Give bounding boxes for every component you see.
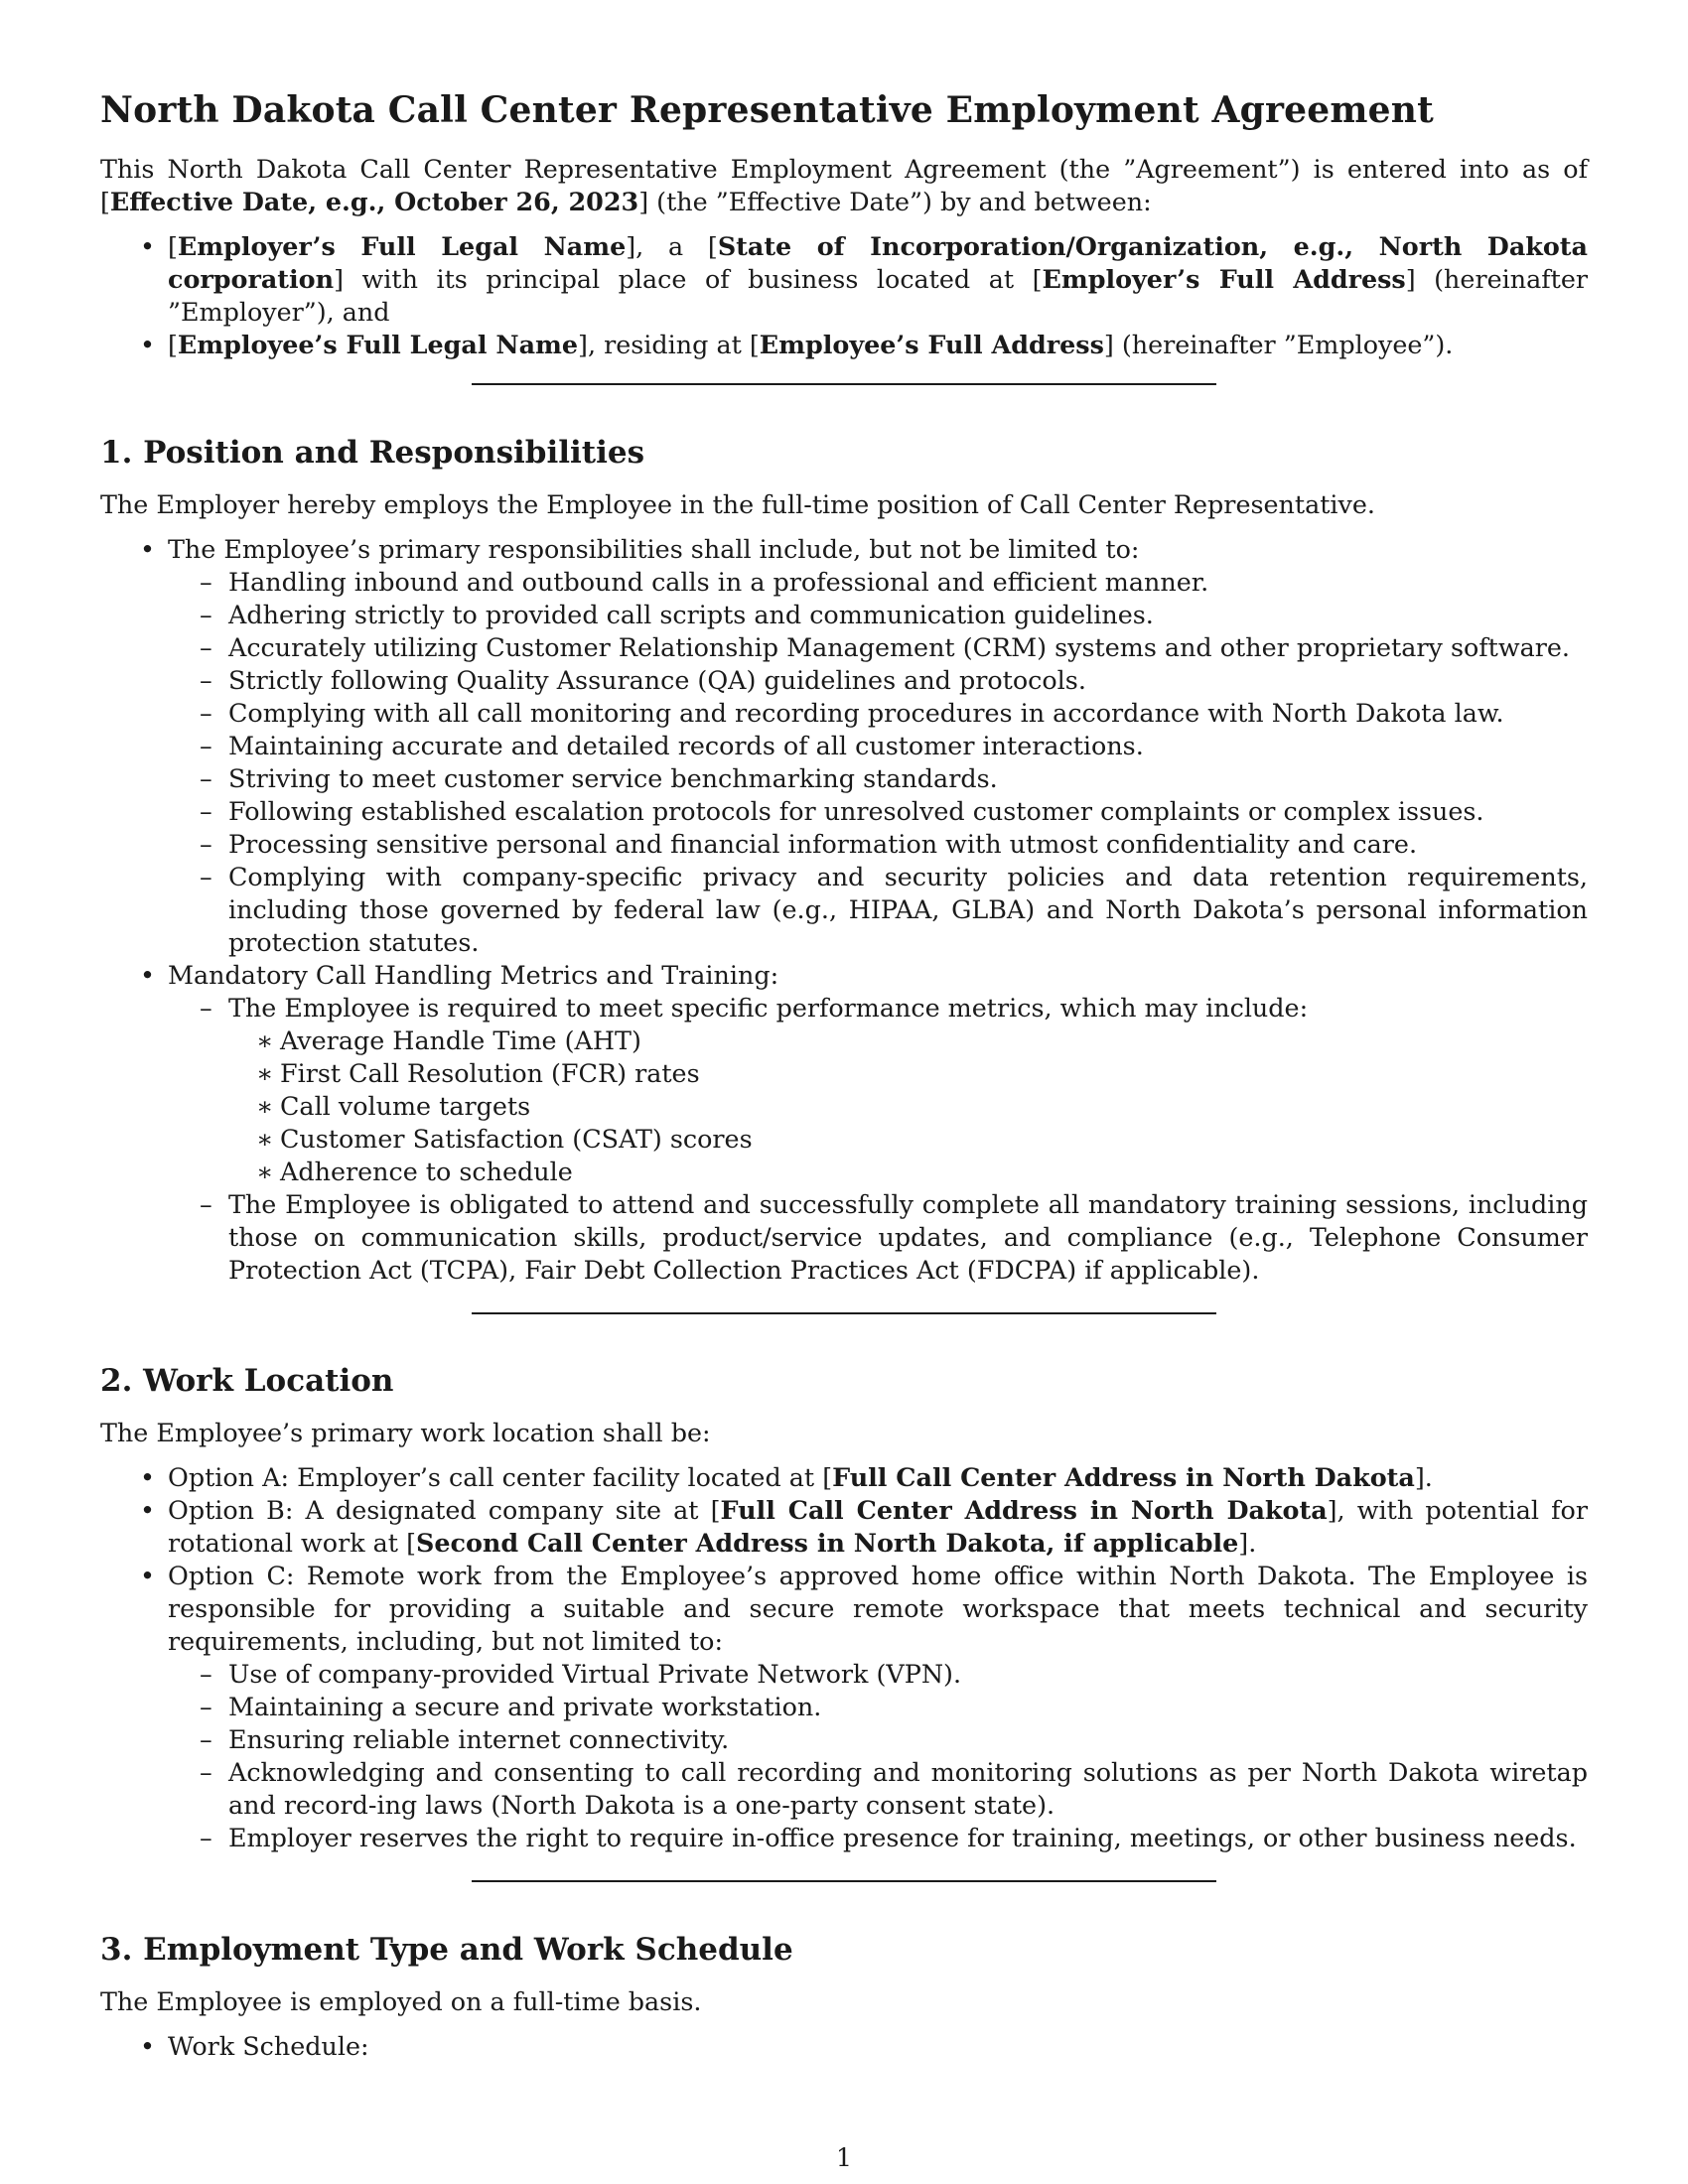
- list-item: – Employer reserves the right to require in-office presence for training, meetings, or other business needs.: [168, 1822, 1588, 1854]
- remote-requirements-list: [168, 1658, 1588, 1854]
- intro-text-1: This North Dakota Call Center Representative Employment Agreement (the ”Agreement”) is entered into as of [: [100, 154, 1588, 216]
- section-1-heading: 1. Position and Responsibilities: [100, 435, 645, 471]
- party-text: ] with its principal place of business located at [: [334, 264, 1043, 294]
- party-text: ], a [: [626, 231, 718, 261]
- option-text: ].: [1238, 1528, 1257, 1558]
- call-center-address-placeholder: Full Call Center Address in North Dakota: [720, 1495, 1328, 1525]
- list-item: [168, 992, 1588, 1188]
- second-address-placeholder: Second Call Center Address in North Dakota, if applicable: [416, 1528, 1239, 1558]
- list-item: [100, 533, 1588, 959]
- section-2-list: [100, 1461, 1588, 1854]
- list-item: – Adhering strictly to provided call scripts and communication guidelines.: [168, 599, 1588, 631]
- intro-paragraph: [100, 153, 1588, 218]
- party-text: [: [168, 231, 178, 261]
- list-item: – Striving to meet customer service benchmarking standards.: [168, 762, 1588, 795]
- list-item: • Work Schedule:: [100, 2030, 1588, 2063]
- option-text: ], with potential for rotational work at [: [168, 1495, 1588, 1558]
- section-3-intro: The Employee is employed on a full-time basis.: [100, 1986, 702, 2016]
- intro-text-2: ] (the ”Effective Date”) by and between:: [638, 187, 1152, 216]
- list-item: ∗ First Call Resolution (FCR) rates: [228, 1057, 1588, 1090]
- section-3-heading: 3. Employment Type and Work Schedule: [100, 1932, 793, 1968]
- list-item: ∗ Adherence to schedule: [228, 1156, 1588, 1188]
- list-item: ∗ Average Handle Time (AHT): [228, 1024, 1588, 1057]
- metrics-label: Mandatory Call Handling Metrics and Training:: [168, 960, 779, 990]
- employee-name-placeholder: Employee’s Full Legal Name: [177, 330, 579, 359]
- option-c-text: Option C: Remote work from the Employee’s approved home office within North Dakota. The Employee is responsible for providing a suitable and secure remote workspace that meets technical and security requirements, including, but not limited to:: [168, 1561, 1588, 1656]
- list-item: – Processing sensitive personal and financial information with utmost confidentiality and care.: [168, 828, 1588, 861]
- party-text: ] (hereinafter ”Employer”), and: [168, 264, 1588, 327]
- option-text: ].: [1414, 1462, 1433, 1492]
- document-title: North Dakota Call Center Representative Employment Agreement: [100, 89, 1434, 131]
- list-item: – Ensuring reliable internet connectivity.: [168, 1723, 1588, 1756]
- section-divider: [472, 1880, 1216, 1882]
- list-item: – Acknowledging and consenting to call recording and monitoring solutions as per North Dakota wiretap and record-ing laws (North Dakota is a one-party consent state).: [168, 1756, 1588, 1822]
- option-b: [100, 1494, 1588, 1560]
- list-item: ∗ Call volume targets: [228, 1090, 1588, 1123]
- call-center-address-placeholder: Full Call Center Address in North Dakota: [832, 1462, 1415, 1492]
- list-item: – Complying with company-specific privacy and security policies and data retention requirements, including those governed by federal law (e.g., HIPAA, GLBA) and North Dakota’s personal information protection statutes.: [168, 861, 1588, 959]
- state-incorporation-placeholder: State of Incorporation/Organization, e.g., North Dakota corporation: [168, 231, 1588, 294]
- responsibilities-list: [168, 566, 1588, 959]
- list-item: – Strictly following Quality Assurance (QA) guidelines and protocols.: [168, 664, 1588, 697]
- section-2-intro: The Employee’s primary work location shall be:: [100, 1418, 711, 1447]
- option-text: Option A: Employer’s call center facility located at [: [168, 1462, 833, 1492]
- list-item: – Maintaining a secure and private workstation.: [168, 1691, 1588, 1723]
- list-item: – Use of company-provided Virtual Private Network (VPN).: [168, 1658, 1588, 1691]
- effective-date-placeholder: Effective Date, e.g., October 26, 2023: [109, 187, 639, 216]
- list-item: – The Employee is obligated to attend and successfully complete all mandatory training sessions, including those on communication skills, product/service updates, and compliance (e.g., Telephone Consumer Protection Act (TCPA), Fair Debt Collection Practices Act (FDCPA) if applicable).: [168, 1188, 1588, 1287]
- list-item: ∗ Customer Satisfaction (CSAT) scores: [228, 1123, 1588, 1156]
- list-item: – Maintaining accurate and detailed records of all customer interactions.: [168, 730, 1588, 762]
- section-1-intro: The Employer hereby employs the Employee in the full-time position of Call Center Representative.: [100, 489, 1375, 519]
- list-item: – Accurately utilizing Customer Relationship Management (CRM) systems and other proprietary software.: [168, 631, 1588, 664]
- page-number: 1: [835, 2142, 853, 2172]
- list-item: – Following established escalation protocols for unresolved customer complaints or complex issues.: [168, 795, 1588, 828]
- option-a: [100, 1461, 1588, 1494]
- metrics-intro: The Employee is required to meet specific performance metrics, which may include:: [228, 993, 1309, 1023]
- parties-list: [100, 230, 1588, 361]
- list-item: – Complying with all call monitoring and recording procedures in accordance with North Dakota law.: [168, 697, 1588, 730]
- list-item: [100, 959, 1588, 1287]
- party-employee: [100, 329, 1588, 361]
- section-divider: [472, 383, 1216, 385]
- employer-name-placeholder: Employer’s Full Legal Name: [177, 231, 627, 261]
- metrics-sublist: [228, 1024, 1588, 1188]
- option-c: [100, 1560, 1588, 1854]
- employer-address-placeholder: Employer’s Full Address: [1042, 264, 1406, 294]
- option-text: Option B: A designated company site at [: [168, 1495, 721, 1525]
- section-divider: [472, 1312, 1216, 1314]
- metrics-list: [168, 992, 1588, 1287]
- section-2-heading: 2. Work Location: [100, 1363, 394, 1399]
- responsibilities-label: The Employee’s primary responsibilities shall include, but not be limited to:: [168, 534, 1140, 564]
- party-text: [: [168, 330, 178, 359]
- party-employer: [100, 230, 1588, 329]
- list-item: – Handling inbound and outbound calls in a professional and efficient manner.: [168, 566, 1588, 599]
- party-text: ], residing at [: [578, 330, 760, 359]
- party-text: ] (hereinafter ”Employee”).: [1103, 330, 1454, 359]
- employee-address-placeholder: Employee’s Full Address: [759, 330, 1104, 359]
- section-1-list: [100, 533, 1588, 1287]
- section-3-list: [100, 2030, 1588, 2063]
